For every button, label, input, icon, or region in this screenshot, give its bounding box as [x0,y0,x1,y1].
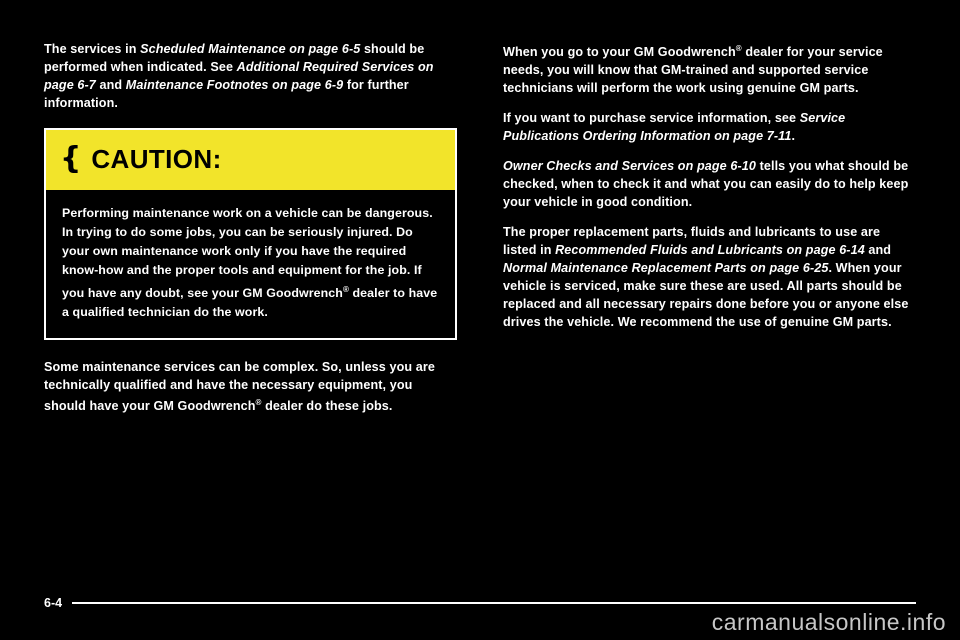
right-p4-text-3: . When your vehicle is serviced, make sure these are used. All parts should be replaced and all necessary repairs done before you or anyone else drives the vehicle. We recommend the use of genuine GM parts. [503,261,909,330]
left-column [44,40,457,415]
caution-title: CAUTION: [91,144,222,174]
right-paragraph-1: When you go to your GM Goodwrench® dealer for your service needs, you will know that GM-trained and supported service technicians will perform the work using genuine GM parts. [503,44,883,96]
right-paragraph-2 [503,109,916,145]
xref-scheduled-maintenance[interactable]: Scheduled Maintenance on page 6-5 [140,42,361,56]
right-column [503,40,916,415]
footer-rule [72,602,916,604]
xref-owner-checks-and-services[interactable]: Owner Checks and Services on page 6-10 [503,159,756,174]
caution-header [46,130,455,190]
page-number: 6-4 [44,596,63,610]
right-p4-text-2: and [864,243,892,258]
xref-normal-maintenance-replacement-parts[interactable]: Normal Maintenance Replacement Parts on page 6-25 [503,261,829,276]
page-footer [44,596,916,610]
right-p3-text-2: tells you what should be checked, when to check it and what you can easily do to help keep your vehicle in good condition. [503,159,909,210]
caution-text: Performing maintenance work on a vehicle can be dangerous. In trying to do some jobs, you can be seriously injured. Do your own maintenance work only if you have the required know-how and the proper tools and equipment for the job. If you have any doubt, see your GM Goodwrench® dealer to have a qualified technician do the work. [62,206,438,320]
xref-recommended-fluids-lubricants[interactable]: Recommended Fluids and Lubricants on page 6-14 [555,243,865,258]
xref-additional-required-services[interactable]: Additional Required Services on page 6-7 [44,60,434,92]
intro-text-3: and [95,78,126,92]
caution-body [46,190,455,338]
right-p2-text-1: If you want to purchase service information, see [503,111,800,126]
right-p4-text-1: The proper replacement parts, fluids and lubricants to use are listed in [503,225,881,258]
right-paragraph-4 [503,223,916,331]
intro-text-4: for further information. [44,78,409,110]
left-closing-paragraph: Some maintenance services can be complex. So, unless you are technically qualified and have the necessary equipment, you should have your GM Goodwrench® dealer do these jobs. [44,360,435,414]
intro-text-2: should be performed when indicated. See [44,42,425,74]
xref-service-publications-ordering[interactable]: Service Publications Ordering Information on page 7-11 [503,111,846,144]
right-p2-text-2: . [791,129,796,144]
xref-maintenance-footnotes[interactable]: Maintenance Footnotes on page 6-9 [125,78,344,92]
intro-text-1: The services in [44,42,141,56]
caution-box [44,128,457,340]
caution-brace-icon: { [60,141,82,176]
two-column-body [44,40,916,415]
intro-paragraph [44,40,457,112]
site-watermark: carmanualsonline.info [711,609,946,635]
right-paragraph-3 [503,157,916,211]
